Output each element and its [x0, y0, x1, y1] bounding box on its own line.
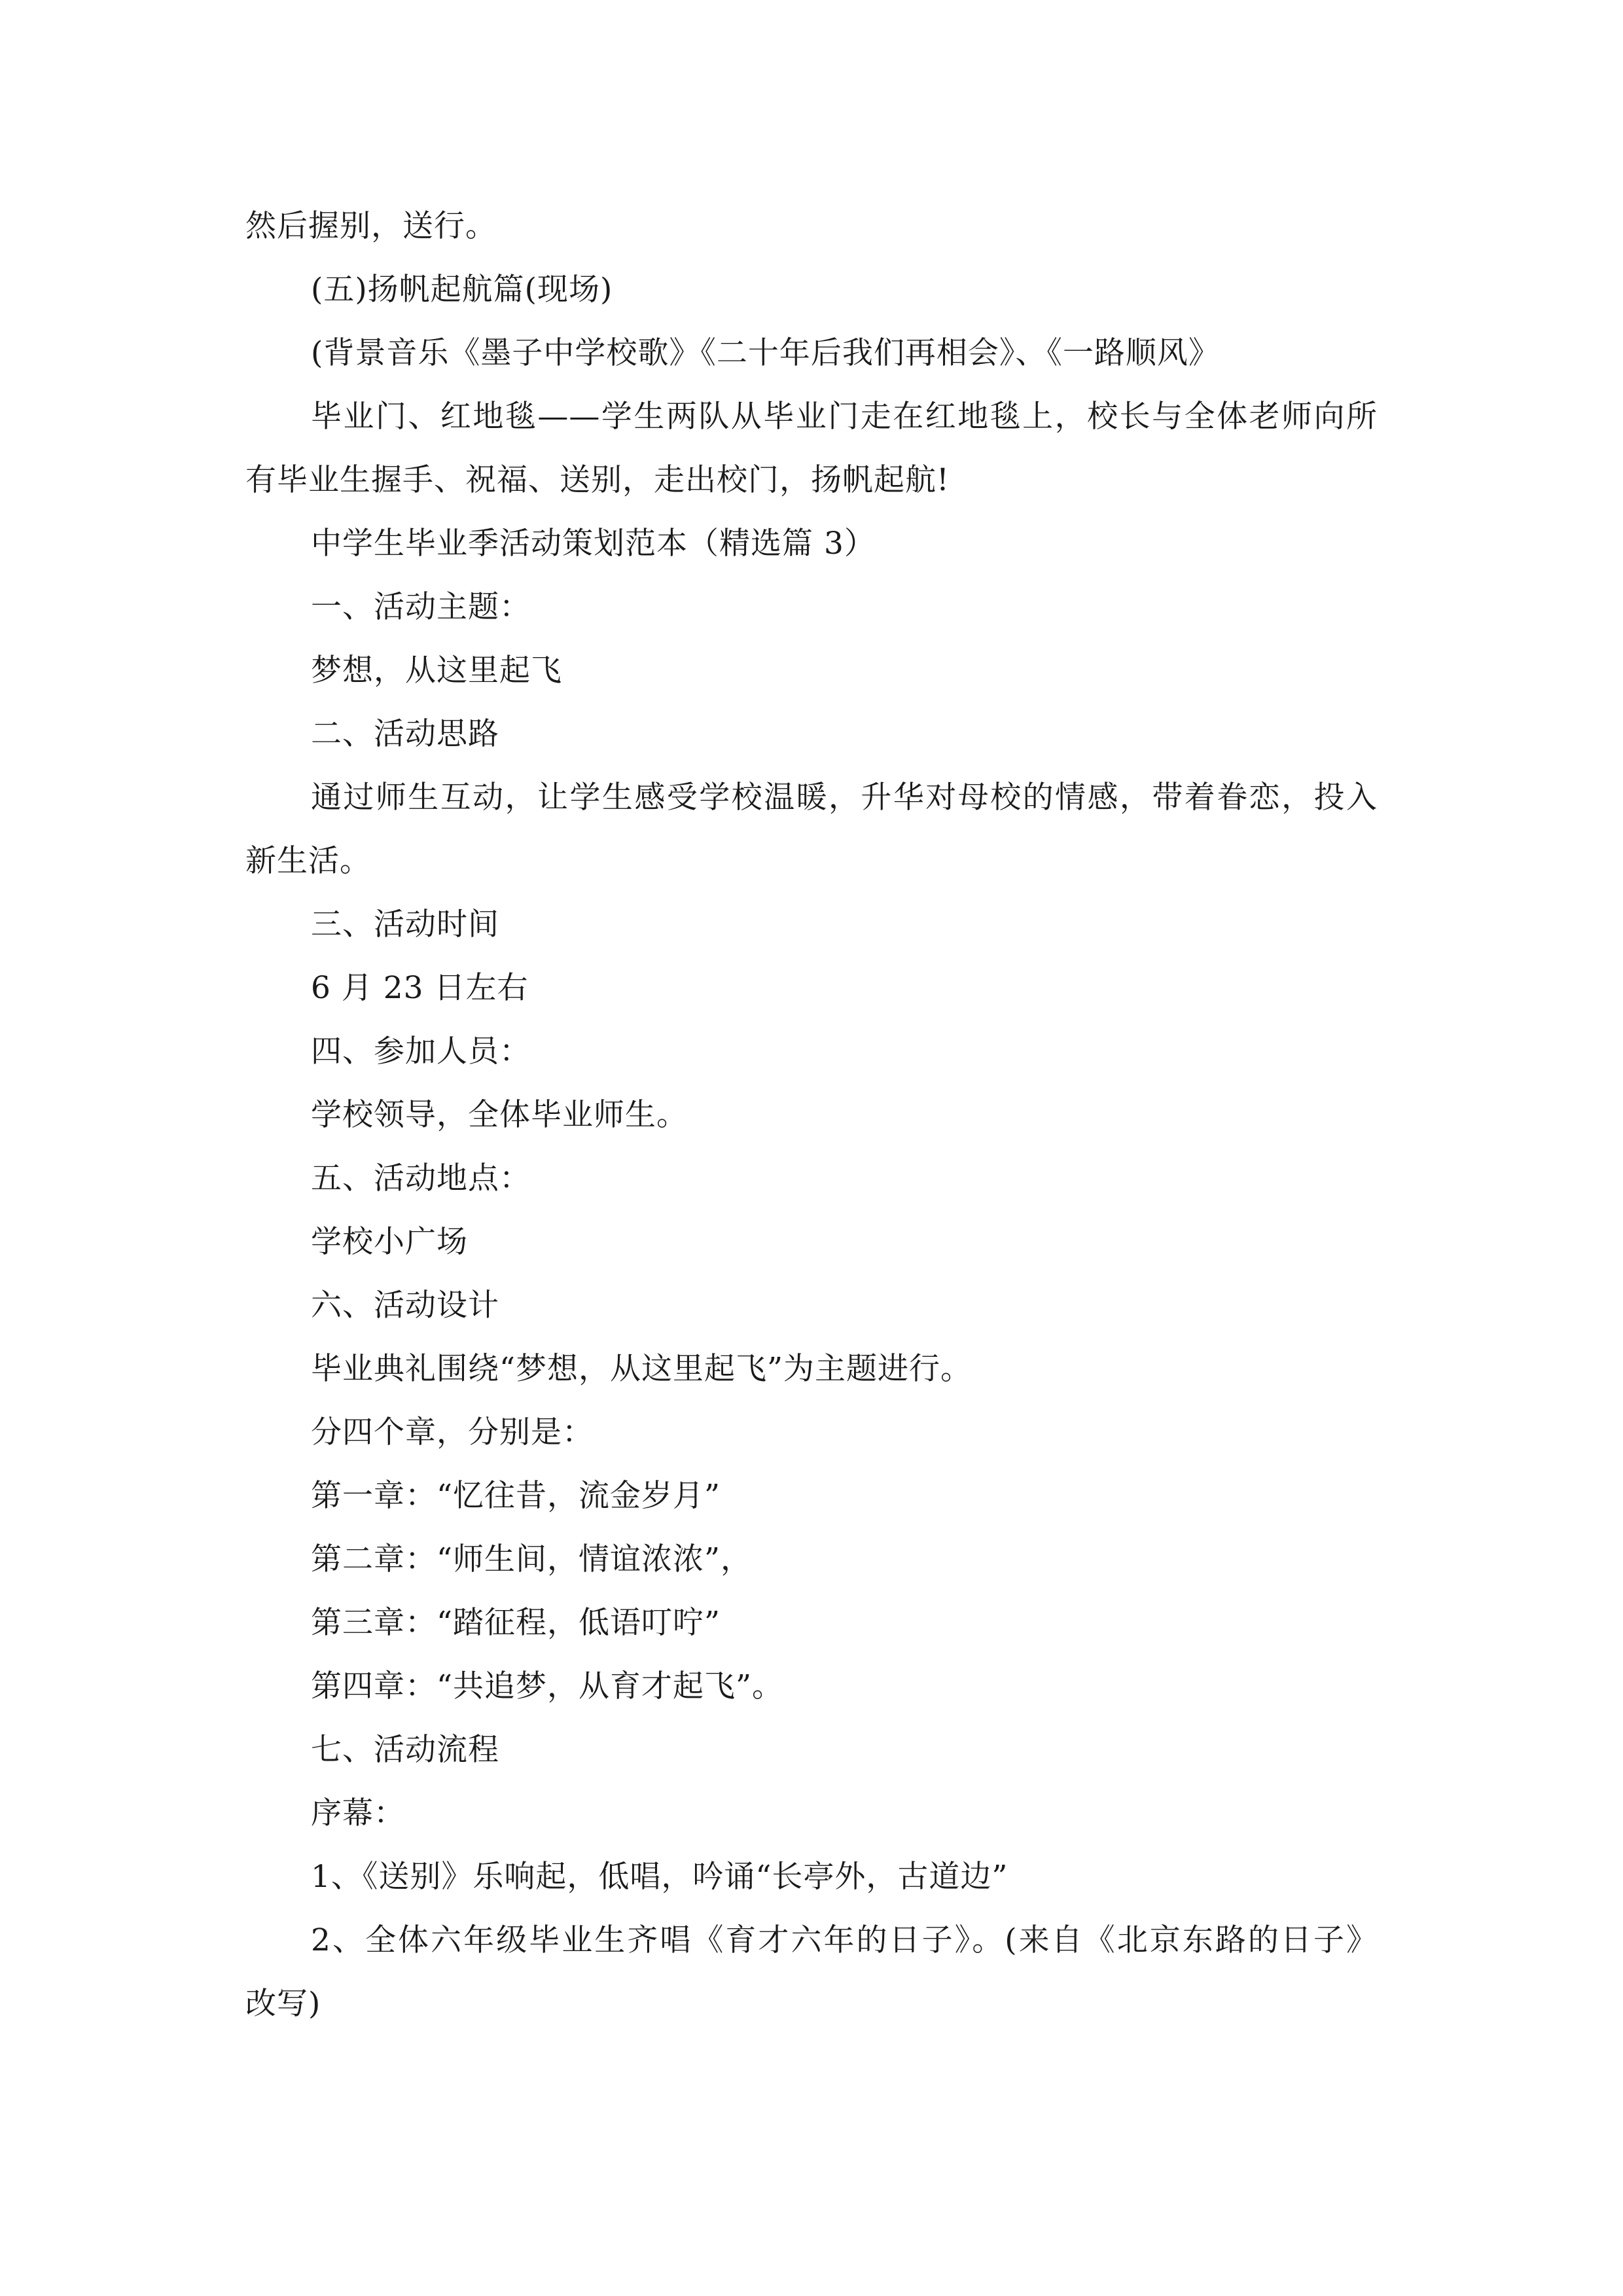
- text-line: (背景音乐《墨子中学校歌》《二十年后我们再相会》、《一路顺风》: [311, 335, 1220, 371]
- chapter-item: 第二章：“师生间，情谊浓浓”，: [311, 1541, 753, 1577]
- text-line: 改写): [245, 1986, 321, 2022]
- text-line: 学校领导，全体毕业师生。: [311, 1097, 688, 1133]
- section-heading: 六、活动设计: [311, 1287, 499, 1323]
- text-line: 1、《送别》乐响起，低唱，吟诵“长亭外，古道边”: [311, 1859, 1008, 1895]
- section-heading: (五)扬帆起航篇(现场): [311, 272, 613, 308]
- text-line: 有毕业生握手、祝福、送别，走出校门，扬帆起航!: [245, 462, 950, 498]
- text-line: 分四个章，分别是：: [311, 1414, 594, 1450]
- text-line: 然后握别，送行。: [245, 208, 497, 244]
- text-line: 序幕：: [311, 1795, 405, 1831]
- text-line: 6 月 23 日左右: [311, 970, 529, 1006]
- text-line: 2、全体六年级毕业生齐唱《育才六年的日子》。(来自《北京东路的日子》: [311, 1922, 1378, 1958]
- section-heading: 四、参加人员：: [311, 1033, 531, 1069]
- text-line: 毕业典礼围绕“梦想，从这里起飞”为主题进行。: [311, 1351, 972, 1387]
- section-heading: 三、活动时间: [311, 906, 499, 942]
- text-line: 学校小广场: [311, 1224, 468, 1260]
- text-line: 毕业门、红地毯——学生两队从毕业门走在红地毯上，校长与全体老师向所: [311, 399, 1378, 435]
- section-heading: 七、活动流程: [311, 1732, 499, 1768]
- chapter-item: 第四章：“共追梦，从育才起飞”。: [311, 1668, 784, 1704]
- chapter-item: 第三章：“踏征程，低语叮咛”: [311, 1605, 721, 1641]
- section-heading: 二、活动思路: [311, 716, 499, 752]
- section-heading: 一、活动主题：: [311, 589, 531, 625]
- text-line: 梦想，从这里起飞: [311, 653, 562, 689]
- text-line: 通过师生互动，让学生感受学校温暖，升华对母校的情感，带着眷恋，投入: [311, 780, 1378, 816]
- section-heading: 五、活动地点：: [311, 1160, 531, 1196]
- text-line: 新生活。: [245, 843, 371, 879]
- document-title: 中学生毕业季活动策划范本（精选篇 3）: [311, 526, 876, 562]
- chapter-item: 第一章：“忆往昔，流金岁月”: [311, 1478, 721, 1514]
